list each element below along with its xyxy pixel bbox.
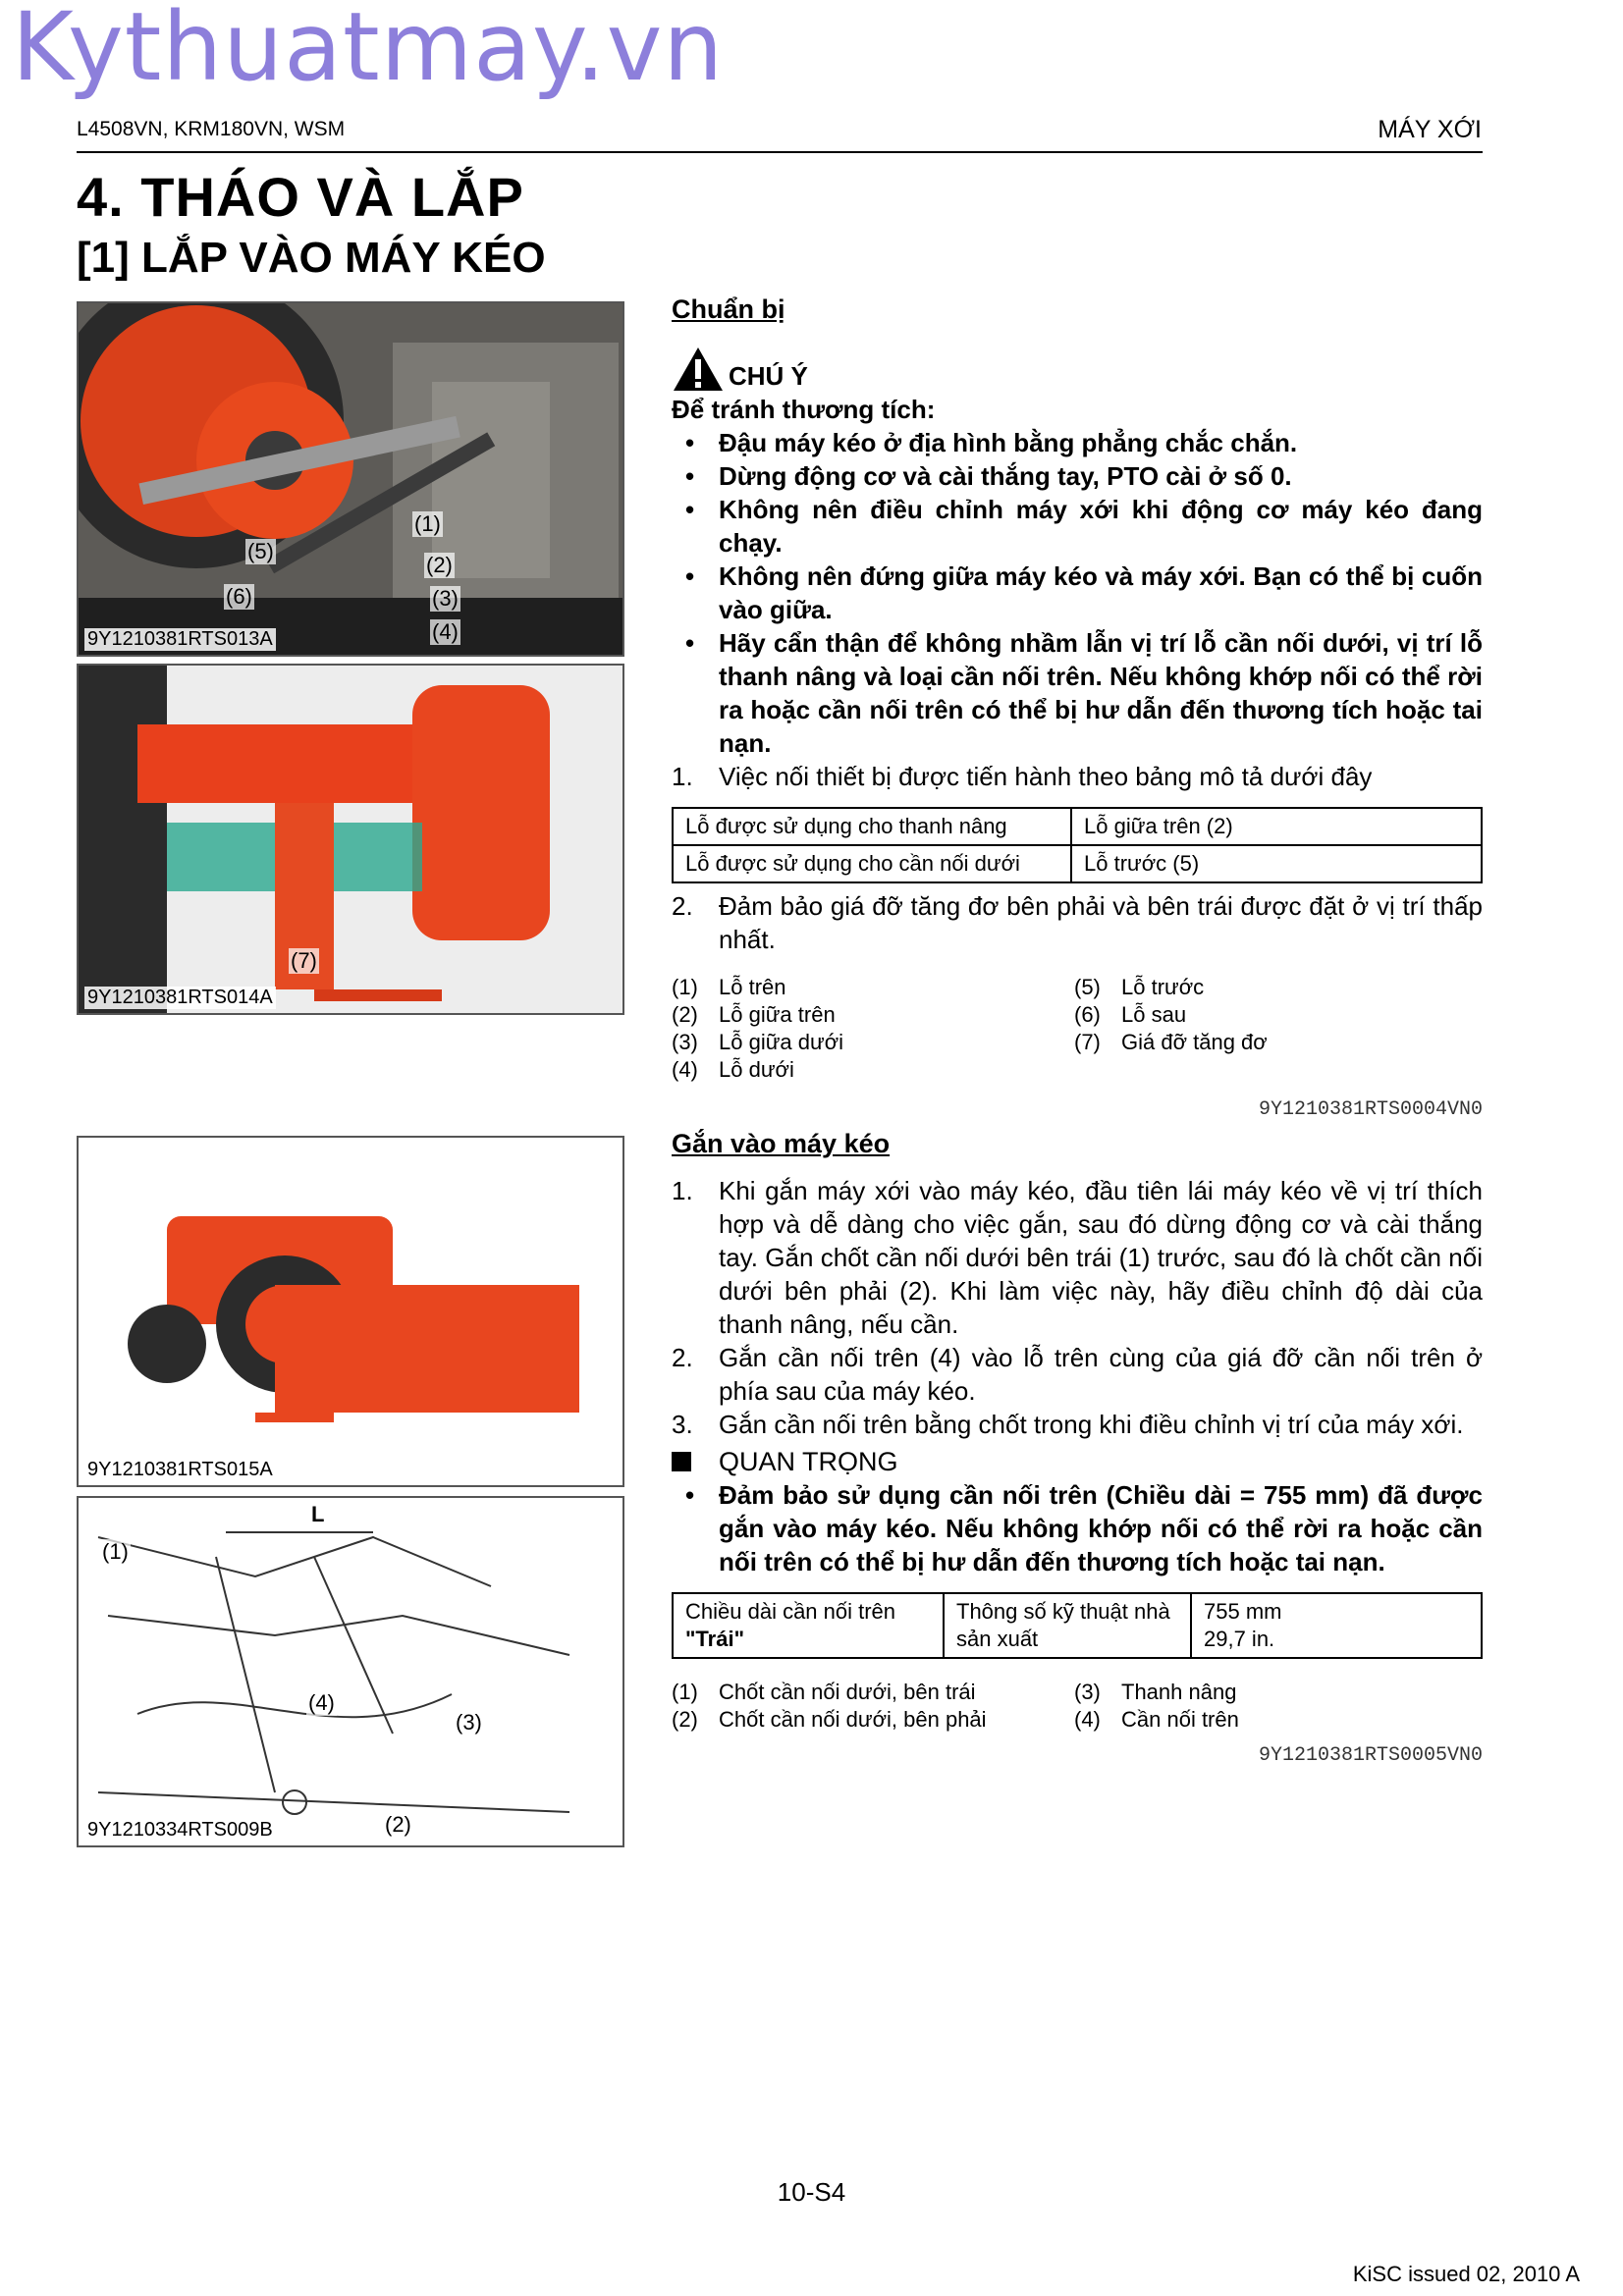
legend-row: (2) Lỗ giữa trên bbox=[672, 1002, 836, 1027]
step-text: Đảm bảo giá đỡ tăng đơ bên phải và bên trái được đặt ở vị trí thấp nhất. bbox=[719, 891, 1483, 954]
attach-legend bbox=[672, 1679, 1483, 1734]
legend-row: (7) Giá đỡ tăng đơ bbox=[1074, 1030, 1268, 1054]
list-item: 1. Việc nối thiết bị được tiến hành theo bảng mô tả dưới đây bbox=[672, 762, 1373, 791]
list-item: • Dừng động cơ và cài thắng tay, PTO cài ở số 0. bbox=[719, 459, 1483, 493]
step-text: Gắn cần nối trên (4) vào lỗ trên cùng của giá đỡ cần nối trên ở phía sau của máy kéo. bbox=[719, 1343, 1483, 1406]
legend-row: (2) Chốt cần nối dưới, bên phải bbox=[672, 1707, 987, 1732]
list-item: • Không nên đứng giữa máy kéo và máy xới. Bạn có thể bị cuốn vào giữa. bbox=[719, 560, 1483, 626]
legend-row: (5) Lỗ trước bbox=[1074, 975, 1205, 999]
table-cell: Thông số kỹ thuật nhà sản xuất bbox=[944, 1593, 1191, 1658]
spec-table bbox=[672, 1592, 1483, 1659]
figure-caption: 9Y1210334RTS009B bbox=[84, 1819, 276, 1842]
table-cell: Lỗ được sử dụng cho cần nối dưới bbox=[673, 845, 1071, 882]
table-cell: Lỗ được sử dụng cho thanh nâng bbox=[673, 808, 1071, 845]
callout-4: (4) bbox=[308, 1690, 335, 1715]
prep-section bbox=[672, 293, 1483, 1127]
important-heading bbox=[672, 1445, 1483, 1478]
list-item: 2. Đảm bảo giá đỡ tăng đơ bên phải và bên trái được đặt ở vị trí thấp nhất. bbox=[672, 891, 1483, 954]
prep-legend bbox=[672, 974, 1483, 1084]
list-item: • Đậu máy kéo ở địa hình bằng phẳng chắc chắn. bbox=[719, 426, 1483, 459]
table-cell: Lỗ giữa trên (2) bbox=[1071, 808, 1482, 845]
hole-table bbox=[672, 807, 1483, 883]
callout-2: (2) bbox=[426, 553, 453, 577]
legend-row: (3) Lỗ giữa dưới bbox=[672, 1030, 844, 1054]
important-list bbox=[672, 1478, 1483, 1578]
callout-3: (3) bbox=[456, 1710, 482, 1735]
figure-rotary-tiller bbox=[77, 664, 624, 1015]
hitch-closeup-illustration bbox=[79, 303, 622, 655]
list-item: 2. Gắn cần nối trên (4) vào lỗ trên cùng của giá đỡ cần nối trên ở phía sau của máy kéo. bbox=[672, 1343, 1483, 1406]
callout-1: (1) bbox=[414, 511, 441, 536]
list-item: 1. Khi gắn máy xới vào máy kéo, đầu tiên lái máy kéo về vị trí thích hợp và dễ dàng cho việc gắn, sau đó dừng động cơ và cài thắng tay. Gắn chốt cần nối dưới bên trái (1) trước, sau đó là chốt cần nối dưới bên phải (2). Khi làm việc này, hãy điều chỉnh độ dài của thanh nâng, nếu cần. bbox=[672, 1176, 1483, 1339]
attach-section bbox=[672, 1127, 1483, 1773]
figure-caption: 9Y1210381RTS013A bbox=[84, 628, 276, 651]
list-item: • Đảm bảo sử dụng cần nối trên (Chiều dài = 755 mm) đã được gắn vào máy kéo. Nếu không khớp nối có thể rời ra hoặc cần nối trên có thể bị hư dẫn đến thương tích hoặc tai nạn. bbox=[719, 1478, 1483, 1578]
figure-linkage-drawing bbox=[77, 1496, 624, 1847]
attach-steps bbox=[672, 1174, 1483, 1441]
callout-1: (1) bbox=[102, 1539, 129, 1564]
page-number: 10-S4 bbox=[777, 2177, 846, 2207]
figure-hitch-closeup bbox=[77, 301, 624, 657]
table-row bbox=[673, 1593, 1482, 1658]
header-section: MÁY XỚI bbox=[1378, 116, 1482, 143]
prep-title: Chuẩn bị bbox=[672, 294, 785, 324]
prep-step-1 bbox=[672, 760, 1483, 793]
doc-code: 9Y1210381RTS0005VN0 bbox=[1258, 1744, 1483, 1767]
figure-caption: 9Y1210381RTS014A bbox=[84, 987, 276, 1009]
header-rule bbox=[77, 151, 1483, 153]
header-models: L4508VN, KRM180VN, WSM bbox=[77, 118, 346, 140]
spec-value-mm: 755 mm bbox=[1204, 1599, 1282, 1624]
legend-row: (1) Chốt cần nối dưới, bên trái bbox=[672, 1680, 976, 1704]
figure-tractor-with-tiller bbox=[77, 1136, 624, 1487]
callout-4: (4) bbox=[432, 619, 459, 644]
caution-block bbox=[672, 346, 1483, 393]
legend-row: (3) Thanh nâng bbox=[1074, 1680, 1237, 1704]
caution-intro: Để tránh thương tích: bbox=[672, 395, 936, 424]
spec-name: Chiều dài cần nối trên bbox=[685, 1599, 896, 1624]
doc-code: 9Y1210381RTS0004VN0 bbox=[1258, 1098, 1483, 1121]
caution-list bbox=[672, 426, 1483, 760]
table-row bbox=[673, 845, 1482, 882]
chapter-title: 4. THÁO VÀ LẮP bbox=[77, 166, 524, 228]
warning-icon bbox=[672, 346, 725, 393]
list-item: • Không nên điều chỉnh máy xới khi động cơ máy kéo đang chạy. bbox=[719, 493, 1483, 560]
square-bullet-icon bbox=[672, 1452, 691, 1471]
dimension-L: L bbox=[311, 1502, 325, 1526]
caution-label: CHÚ Ý bbox=[729, 361, 808, 391]
callout-5: (5) bbox=[247, 539, 274, 563]
spec-value-in: 29,7 in. bbox=[1204, 1627, 1275, 1651]
step-text: Khi gắn máy xới vào máy kéo, đầu tiên lái máy kéo về vị trí thích hợp và dễ dàng cho việc gắn, sau đó dừng động cơ và cài thắng tay. Gắn chốt cần nối dưới bên trái (1) trước, sau đó là chốt cần nối dưới bên phải (2). Khi làm việc này, hãy điều chỉnh độ dài của thanh nâng, nếu cần. bbox=[719, 1176, 1483, 1339]
prep-step-2 bbox=[672, 889, 1483, 956]
legend-row: (4) Cần nối trên bbox=[1074, 1707, 1239, 1732]
important-label: QUAN TRỌNG bbox=[719, 1447, 898, 1476]
step-text: Việc nối thiết bị được tiến hành theo bảng mô tả dưới đây bbox=[719, 762, 1373, 791]
attach-title: Gắn vào máy kéo bbox=[672, 1129, 891, 1158]
list-item: • Hãy cẩn thận để không nhầm lẫn vị trí lỗ cần nối dưới, vị trí lỗ thanh nâng và loại cần nối trên. Nếu không khớp nối có thể rời ra hoặc cần nối trên có thể bị hư dẫn đến thương tích hoặc tai nạn. bbox=[719, 626, 1483, 760]
issue-info: KiSC issued 02, 2010 A bbox=[1352, 2262, 1580, 2286]
list-item: 3. Gắn cần nối trên bằng chốt trong khi điều chỉnh vị trí của máy xới. bbox=[672, 1410, 1464, 1439]
watermark: Kythuatmay.vn bbox=[12, 0, 725, 102]
spec-variant: "Trái" bbox=[685, 1627, 744, 1651]
callout-3: (3) bbox=[432, 586, 459, 611]
tractor-illustration bbox=[79, 1138, 622, 1485]
linkage-line-drawing bbox=[79, 1498, 622, 1845]
step-text: Gắn cần nối trên bằng chốt trong khi điều chỉnh vị trí của máy xới. bbox=[719, 1410, 1464, 1439]
callout-6: (6) bbox=[226, 584, 252, 609]
figure-caption: 9Y1210381RTS015A bbox=[84, 1459, 276, 1481]
table-cell bbox=[1191, 1593, 1482, 1658]
table-cell bbox=[673, 1593, 944, 1658]
section-title: [1] LẮP VÀO MÁY KÉO bbox=[77, 234, 546, 282]
legend-row: (4) Lỗ dưới bbox=[672, 1057, 794, 1082]
legend-row: (6) Lỗ sau bbox=[1074, 1002, 1187, 1027]
callout-7: (7) bbox=[291, 948, 317, 973]
table-row bbox=[673, 808, 1482, 845]
rotary-tiller-illustration bbox=[79, 666, 622, 1013]
callout-2: (2) bbox=[385, 1812, 411, 1837]
legend-row: (1) Lỗ trên bbox=[672, 975, 786, 999]
table-cell: Lỗ trước (5) bbox=[1071, 845, 1482, 882]
